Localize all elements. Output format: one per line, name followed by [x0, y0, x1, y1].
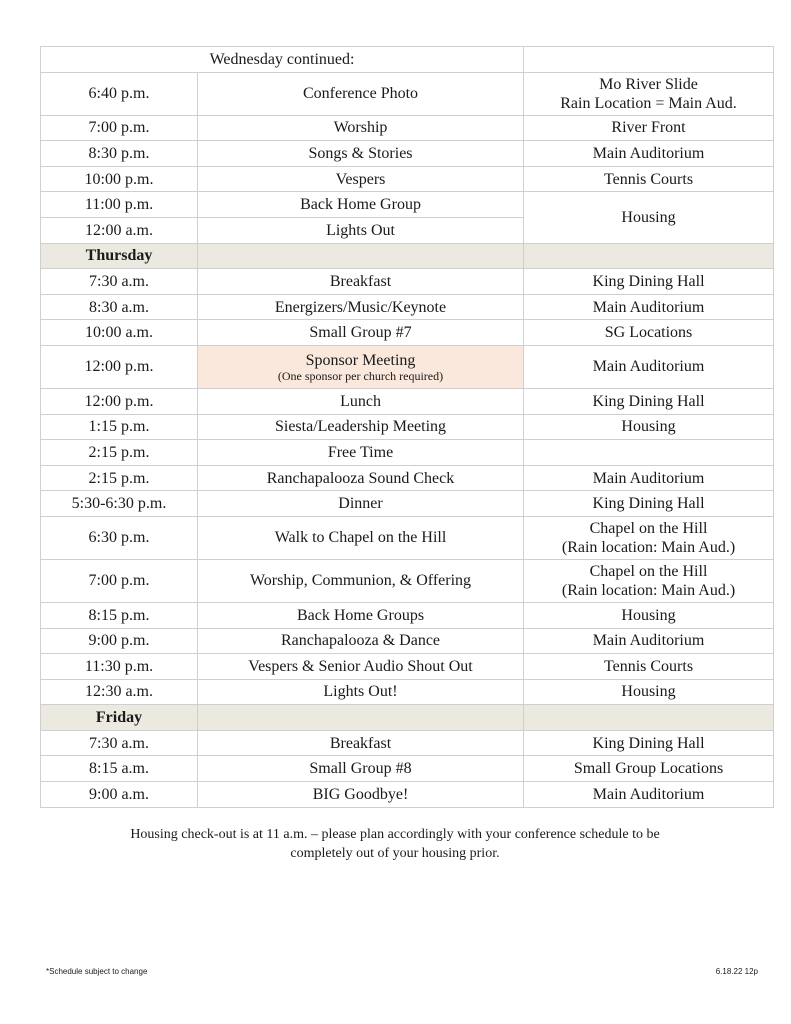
location-cell: King Dining Hall	[524, 388, 774, 414]
event-cell: Breakfast	[198, 730, 524, 756]
table-row	[41, 320, 774, 346]
empty-cell	[524, 47, 774, 73]
time-cell: 12:00 a.m.	[41, 217, 198, 243]
event-cell: Ranchapalooza & Dance	[198, 628, 524, 654]
day-label-friday: Friday	[41, 705, 198, 731]
day-header-row	[41, 705, 774, 731]
table-row	[41, 679, 774, 705]
table-row	[41, 269, 774, 295]
event-cell: Dinner	[198, 491, 524, 517]
location-cell: Housing	[524, 414, 774, 440]
table-row	[41, 141, 774, 167]
event-cell: Energizers/Music/Keynote	[198, 294, 524, 320]
event-cell: Back Home Group	[198, 192, 524, 218]
table-row	[41, 516, 774, 559]
location-cell: Main Auditorium	[524, 294, 774, 320]
wednesday-continued-label: Wednesday continued:	[41, 47, 524, 73]
table-row	[41, 756, 774, 782]
location-cell: Main Auditorium	[524, 141, 774, 167]
location-cell: Main Auditorium	[524, 465, 774, 491]
empty-cell	[524, 705, 774, 731]
table-row	[41, 166, 774, 192]
event-cell: Small Group #8	[198, 756, 524, 782]
time-cell: 10:00 a.m.	[41, 320, 198, 346]
time-cell: 11:00 p.m.	[41, 192, 198, 218]
event-note: (One sponsor per church required)	[277, 368, 444, 383]
location-cell: King Dining Hall	[524, 491, 774, 517]
location-cell: SG Locations	[524, 320, 774, 346]
time-cell: 1:15 p.m.	[41, 414, 198, 440]
housing-checkout-note	[95, 825, 695, 863]
location-cell: King Dining Hall	[524, 730, 774, 756]
rain-location-line: (Rain location: Main Aud.)	[561, 538, 736, 556]
event-cell: Walk to Chapel on the Hill	[198, 516, 524, 559]
table-row	[41, 730, 774, 756]
event-cell: BIG Goodbye!	[198, 782, 524, 808]
table-row	[41, 345, 774, 388]
table-row	[41, 782, 774, 808]
location-cell: River Front	[524, 115, 774, 141]
location-cell: Tennis Courts	[524, 166, 774, 192]
empty-cell	[524, 243, 774, 269]
time-cell: 8:15 a.m.	[41, 756, 198, 782]
schedule-disclaimer: *Schedule subject to change	[46, 967, 148, 976]
location-cell: Small Group Locations	[524, 756, 774, 782]
event-cell: Worship	[198, 115, 524, 141]
time-cell: 9:00 p.m.	[41, 628, 198, 654]
table-row	[41, 192, 774, 218]
table-row	[41, 440, 774, 466]
empty-cell	[198, 705, 524, 731]
time-cell: 7:00 p.m.	[41, 115, 198, 141]
time-cell: 11:30 p.m.	[41, 654, 198, 680]
location-cell	[524, 559, 774, 602]
location-line: Chapel on the Hill	[589, 562, 708, 580]
time-cell: 9:00 a.m.	[41, 782, 198, 808]
table-row	[41, 294, 774, 320]
event-cell: Vespers	[198, 166, 524, 192]
location-cell: Main Auditorium	[524, 628, 774, 654]
event-cell: Vespers & Senior Audio Shout Out	[198, 654, 524, 680]
location-cell: Housing	[524, 679, 774, 705]
location-cell: Tennis Courts	[524, 654, 774, 680]
table-row	[41, 559, 774, 602]
time-cell: 2:15 p.m.	[41, 440, 198, 466]
table-row	[41, 628, 774, 654]
time-cell: 12:00 p.m.	[41, 388, 198, 414]
location-cell	[524, 72, 774, 115]
event-cell: Ranchapalooza Sound Check	[198, 465, 524, 491]
location-cell	[524, 516, 774, 559]
event-cell: Small Group #7	[198, 320, 524, 346]
location-line: Mo River Slide	[599, 75, 698, 93]
table-row	[41, 388, 774, 414]
event-cell: Breakfast	[198, 269, 524, 295]
location-cell: Housing	[524, 192, 774, 243]
table-row	[41, 72, 774, 115]
event-cell: Conference Photo	[198, 72, 524, 115]
event-cell: Lights Out	[198, 217, 524, 243]
time-cell: 12:30 a.m.	[41, 679, 198, 705]
event-cell: Songs & Stories	[198, 141, 524, 167]
sponsor-meeting-cell	[198, 345, 524, 388]
time-cell: 6:30 p.m.	[41, 516, 198, 559]
time-cell: 6:40 p.m.	[41, 72, 198, 115]
table-row	[41, 115, 774, 141]
table-row	[41, 602, 774, 628]
day-header-row	[41, 243, 774, 269]
time-cell: 7:30 a.m.	[41, 730, 198, 756]
version-stamp: 6.18.22 12p	[715, 967, 758, 976]
table-row	[41, 465, 774, 491]
event-cell: Lights Out!	[198, 679, 524, 705]
table-row	[41, 414, 774, 440]
time-cell: 10:00 p.m.	[41, 166, 198, 192]
location-cell: King Dining Hall	[524, 269, 774, 295]
checkout-note-line: completely out of your housing prior.	[290, 846, 500, 861]
time-cell: 8:15 p.m.	[41, 602, 198, 628]
location-line: Chapel on the Hill	[589, 519, 708, 537]
checkout-note-line: Housing check-out is at 11 a.m. – please plan accordingly with your conference schedule to be	[130, 827, 660, 842]
event-cell: Free Time	[198, 440, 524, 466]
time-cell: 7:00 p.m.	[41, 559, 198, 602]
event-cell: Lunch	[198, 388, 524, 414]
table-row	[41, 654, 774, 680]
event-cell: Worship, Communion, & Offering	[198, 559, 524, 602]
wednesday-header-row	[41, 47, 774, 73]
event-title: Sponsor Meeting	[305, 351, 416, 369]
time-cell: 12:00 p.m.	[41, 345, 198, 388]
location-cell	[524, 440, 774, 466]
time-cell: 8:30 a.m.	[41, 294, 198, 320]
rain-location-line: (Rain location: Main Aud.)	[561, 581, 736, 599]
time-cell: 8:30 p.m.	[41, 141, 198, 167]
time-cell: 5:30-6:30 p.m.	[41, 491, 198, 517]
event-cell: Back Home Groups	[198, 602, 524, 628]
location-cell: Main Auditorium	[524, 782, 774, 808]
table-row	[41, 491, 774, 517]
location-cell: Main Auditorium	[524, 345, 774, 388]
time-cell: 7:30 a.m.	[41, 269, 198, 295]
event-cell: Siesta/Leadership Meeting	[198, 414, 524, 440]
schedule-table	[40, 46, 774, 808]
day-label-thursday: Thursday	[41, 243, 198, 269]
location-cell: Housing	[524, 602, 774, 628]
time-cell: 2:15 p.m.	[41, 465, 198, 491]
empty-cell	[198, 243, 524, 269]
rain-location-line: Rain Location = Main Aud.	[560, 94, 737, 112]
